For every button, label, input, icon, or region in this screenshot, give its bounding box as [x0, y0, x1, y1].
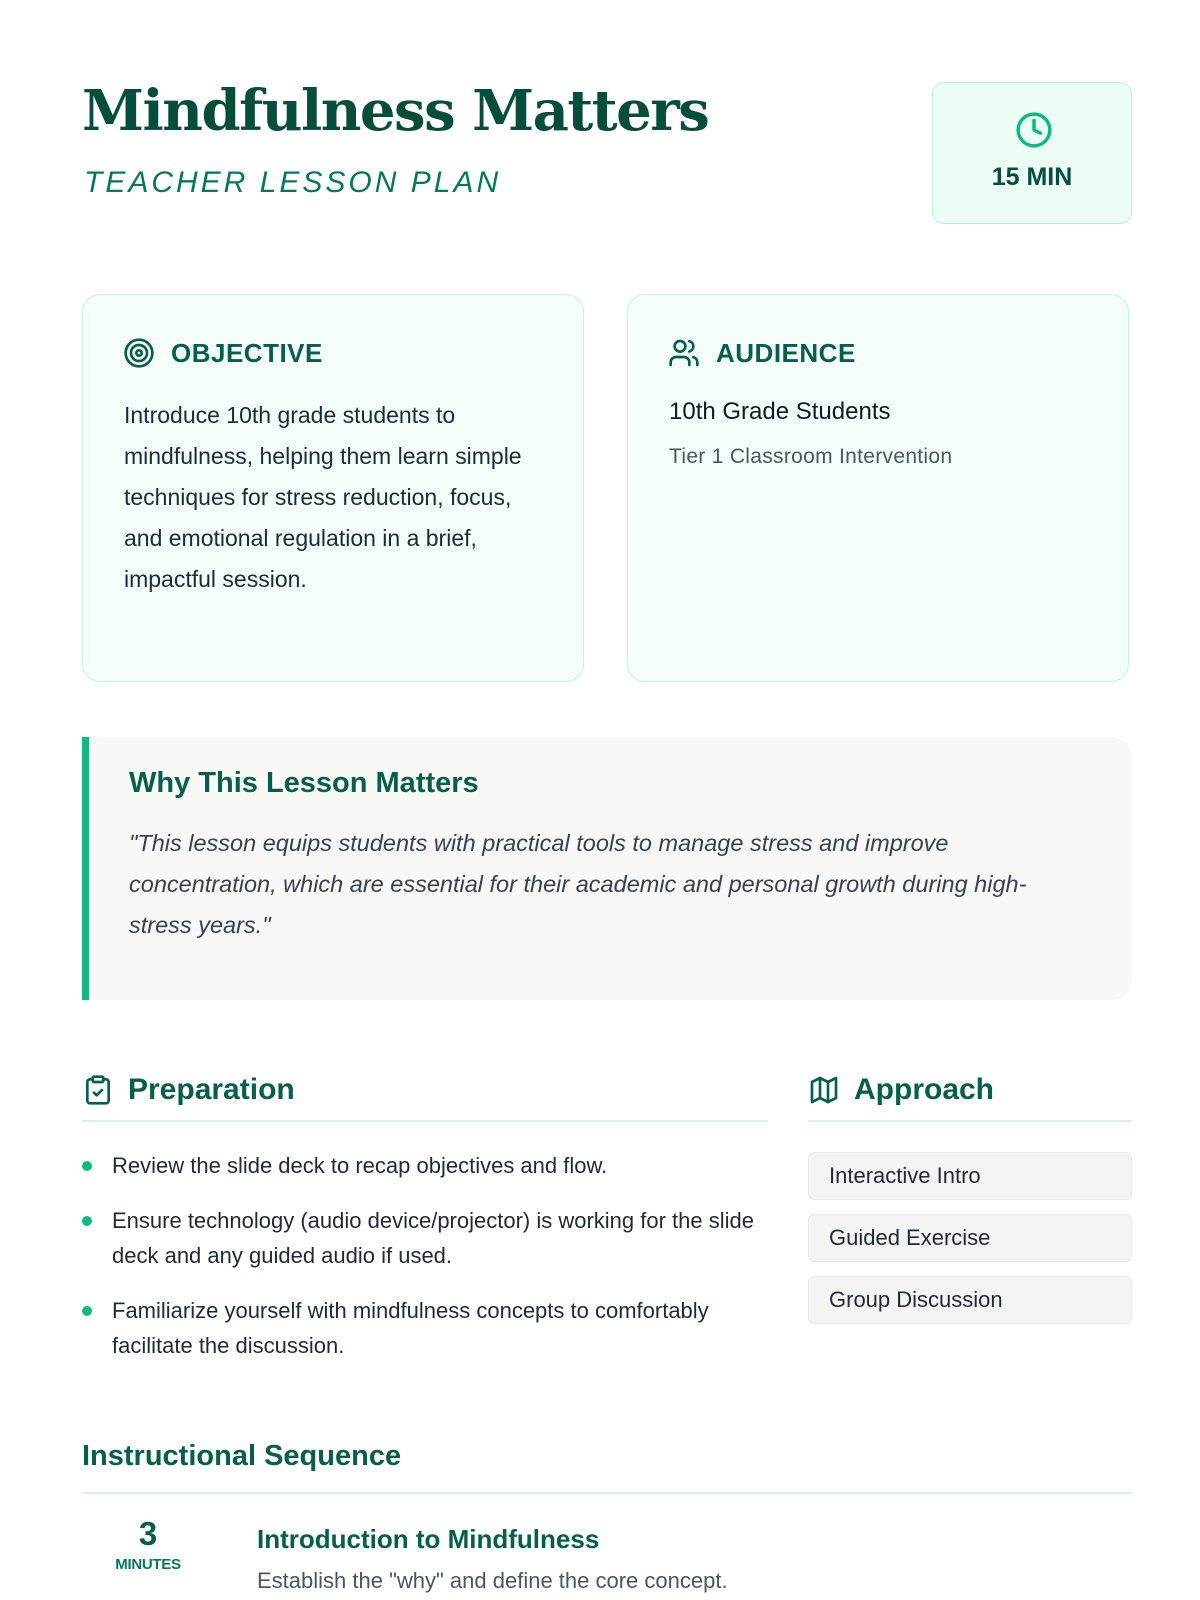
step-description: Establish the "why" and define the core concept. — [257, 1568, 728, 1593]
audience-tier: Tier 1 Classroom Intervention — [669, 445, 953, 468]
step-minutes: 3 — [138, 1515, 158, 1552]
list-item — [82, 1148, 772, 1183]
page-subtitle: TEACHER LESSON PLAN — [84, 166, 502, 199]
list-item-text: Familiarize yourself with mindfulness concepts to comfortably facilitate the discussion. — [112, 1298, 709, 1358]
users-icon — [668, 337, 700, 369]
clock-icon — [1015, 111, 1053, 149]
why-quote: "This lesson equips students with practical tools to manage stress and improve concentration, which are essential for their academic and personal growth during high-stress years." — [129, 830, 1027, 938]
approach-heading: Approach — [854, 1073, 995, 1106]
map-icon — [808, 1074, 840, 1106]
list-item-text: Review the slide deck to recap objectives and flow. — [112, 1153, 608, 1178]
audience-card — [627, 294, 1129, 682]
duration-badge — [932, 82, 1132, 224]
bullet-dot — [82, 1216, 92, 1226]
preparation-list — [82, 1148, 772, 1383]
clipboard-check-icon — [82, 1074, 114, 1106]
list-item-text: Ensure technology (audio device/projector) is working for the slide deck and any guided audio if used. — [112, 1208, 754, 1268]
sequence-heading: Instructional Sequence — [82, 1440, 402, 1472]
approach-tag: Guided Exercise — [808, 1214, 1132, 1262]
approach-list — [808, 1152, 1132, 1338]
sequence-divider — [82, 1492, 1132, 1494]
list-item — [82, 1203, 772, 1273]
objective-text: Introduce 10th grade students to mindfulness, helping them learn simple techniques for stress reduction, focus, and emotional regulation in a brief, impactful session. — [124, 402, 522, 592]
step-minutes-unit: MINUTES — [115, 1556, 181, 1573]
why-heading: Why This Lesson Matters — [129, 767, 479, 799]
preparation-header — [82, 1070, 295, 1110]
step-title: Introduction to Mindfulness — [257, 1524, 600, 1554]
objective-header — [123, 335, 323, 371]
preparation-divider — [82, 1120, 768, 1122]
why-callout — [82, 737, 1132, 1000]
list-item — [82, 1293, 772, 1363]
objective-card — [82, 294, 584, 682]
objective-heading: OBJECTIVE — [171, 337, 323, 368]
approach-divider — [808, 1120, 1132, 1122]
preparation-heading: Preparation — [128, 1073, 295, 1106]
approach-tag: Interactive Intro — [808, 1152, 1132, 1200]
bullet-dot — [82, 1306, 92, 1316]
bullet-dot — [82, 1161, 92, 1171]
audience-heading: AUDIENCE — [716, 337, 856, 368]
page-title: Mindfulness Matters — [82, 78, 709, 144]
audience-header — [668, 335, 856, 371]
target-icon — [123, 337, 155, 369]
approach-tag: Group Discussion — [808, 1276, 1132, 1324]
duration-value: 15 MIN — [991, 163, 1073, 191]
audience-group: 10th Grade Students — [669, 398, 891, 425]
approach-header — [808, 1070, 994, 1110]
